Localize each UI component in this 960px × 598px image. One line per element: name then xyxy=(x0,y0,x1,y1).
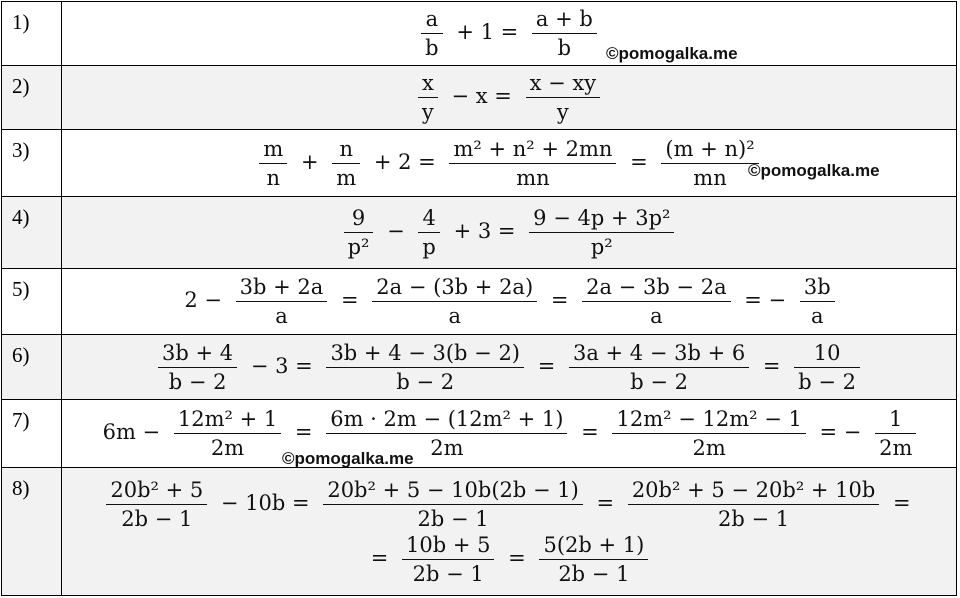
table-row xyxy=(2,335,957,400)
row-number: 6) xyxy=(2,335,62,400)
equation: 2 − $\frac{3b + 2a}{a}$ = $\frac{2a - (3b + 2a)}{a}$ = $\frac{2a - 3b - 2a}{a}$ = − $\frac{3b}{a}$ xyxy=(62,269,957,335)
row-number: 2) xyxy=(2,66,62,130)
table-row xyxy=(2,468,957,596)
table-row xyxy=(2,2,957,66)
watermark: ©pomogalka.me xyxy=(606,44,738,63)
equation: $\frac{a}{b}$ + 1 = $\frac{a + b}{b}$ xyxy=(62,2,957,66)
row-number: 1) xyxy=(2,2,62,66)
equation: $\frac{m}{n}$ + $\frac{n}{m}$ + 2 = $\frac{\text{m² + n² + 2mn}}{mn}$ = $\frac{\text{(m + n)²}}{mn}$ xyxy=(62,130,957,197)
table-row xyxy=(2,400,957,468)
row-number: 3) xyxy=(2,130,62,197)
row-number: 8) xyxy=(2,468,62,596)
equation: $\frac{x}{y}$ − x = $\frac{x - xy}{y}$ xyxy=(62,66,957,130)
watermark: ©pomogalka.me xyxy=(748,161,880,180)
solutions-table xyxy=(1,1,957,596)
row-number: 7) xyxy=(2,400,62,468)
equation: $\frac{9}{\text{p²}}$ − $\frac{4}{p}$ + 3 = $\frac{\text{9 − 4p + 3p²}}{\text{p²}}$ xyxy=(62,197,957,269)
watermark: ©pomogalka.me xyxy=(282,449,414,468)
row-number: 4) xyxy=(2,197,62,269)
row-number: 5) xyxy=(2,269,62,335)
equation: $\frac{3b + 4}{b - 2}$ − 3 = $\frac{3b + 4 - 3(b - 2)}{b - 2}$ = $\frac{3a + 4 - 3b + 6}{b - 2}$ = $\frac{10}{b - 2}$ xyxy=(62,335,957,400)
table-row xyxy=(2,197,957,269)
table-row xyxy=(2,66,957,130)
equation: 6m − $\frac{\text{12m² + 1}}{2m}$ = $\frac{\text{6m · 2m − (12m² + 1)}}{2m}$ = $\frac{\text{12m² − 12m² − 1}}{2m}$ = − $\frac{1}{2m}$ xyxy=(62,400,957,468)
equation: $\frac{\text{20b² + 5}}{2b - 1}$ − 10b = $\frac{\text{20b² + 5 − 10b(2b − 1)}}{2b - 1}$ = $\frac{\text{20b² + 5 − 20b² + 10b}}{2b - 1}$ = = $\frac{10b + 5}{2b - 1}$ = $\frac{5(2b + 1)}{2b - 1}$ xyxy=(62,468,957,596)
table-row xyxy=(2,269,957,335)
